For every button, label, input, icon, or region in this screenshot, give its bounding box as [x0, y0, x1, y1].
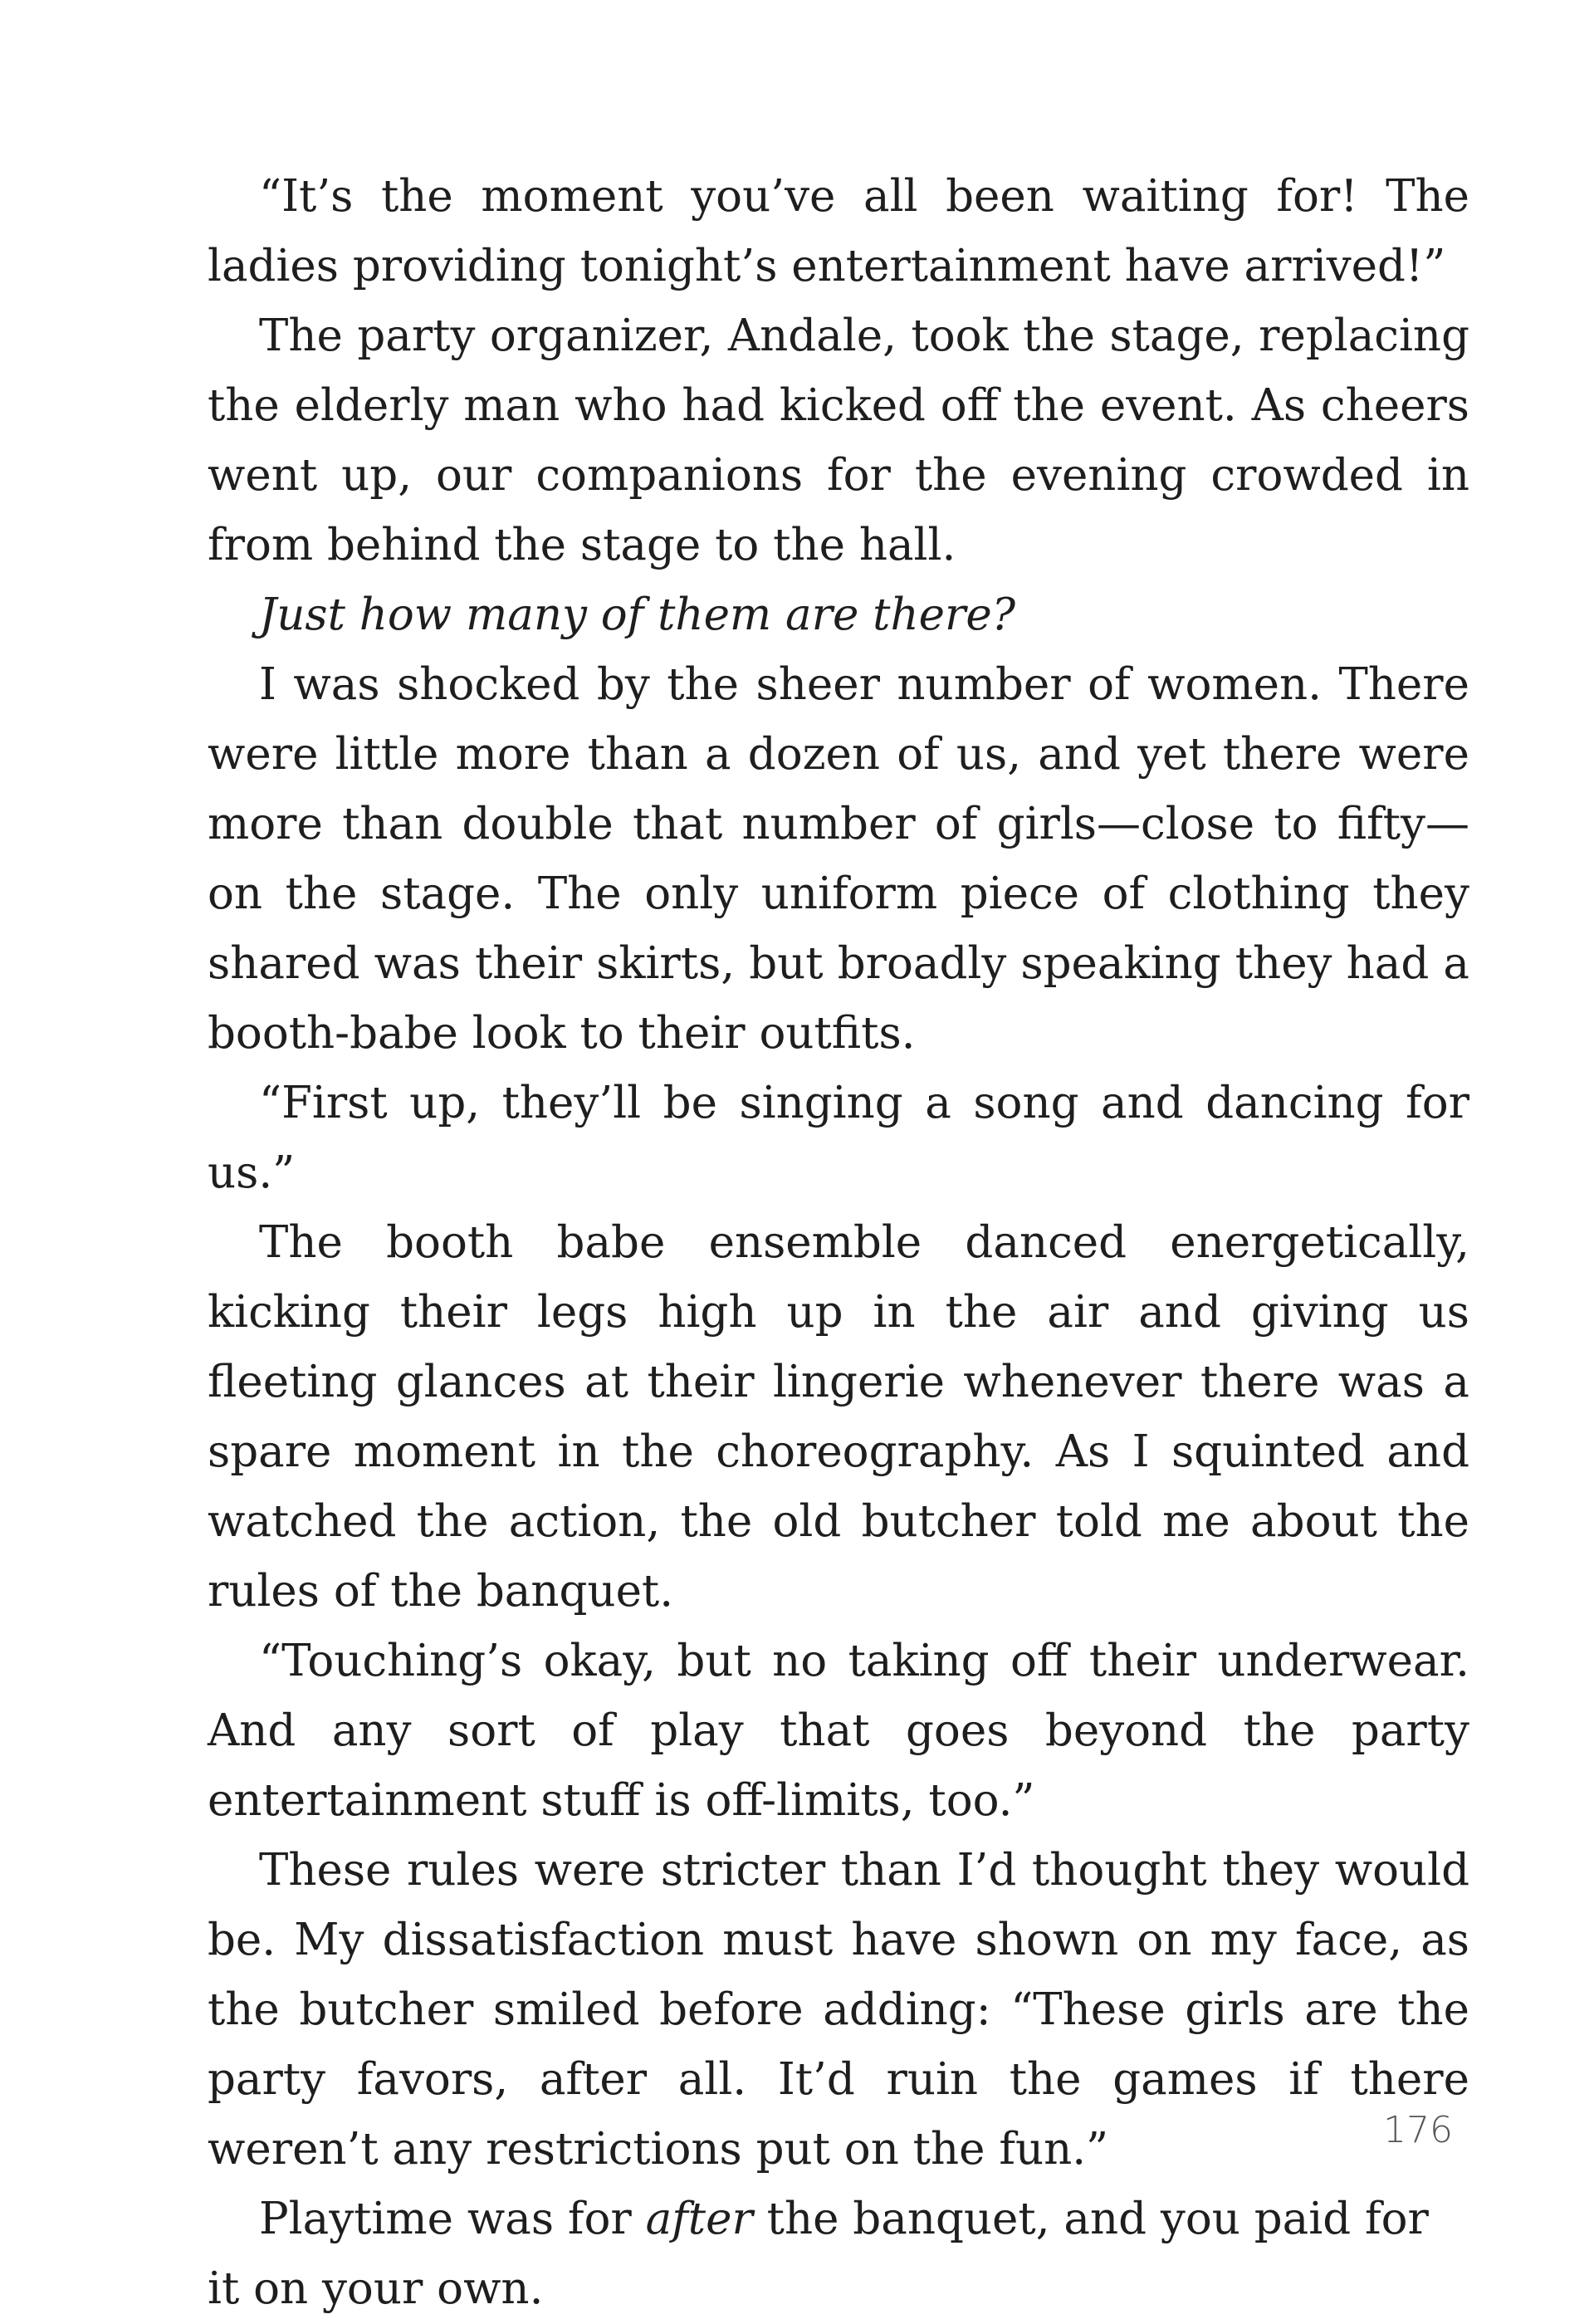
page-number: 176 [1383, 2109, 1453, 2151]
paragraph-3-thought: Just how many of them are there? [259, 590, 1016, 640]
paragraph-6: The booth babe ensemble danced energetically, kicking their legs high up in the air and giving us fleeting glances at their lingerie whenever there was a spare moment in the choreography. As I squinted and watched the action, the old butcher told me about the rules of the banquet. [208, 1217, 1469, 1617]
paragraph-8: These rules were stricter than I’d thought they would be. My dissatisfaction must have shown on my face, as the butcher smiled before adding: “These girls are the party favors, after all. It’d ruin the games if there weren’t any restrictions put on the fun.” [208, 1845, 1469, 2175]
paragraph-1: “It’s the moment you’ve all been waiting for! The ladies providing tonight’s entertainment have arrived!” [208, 171, 1469, 291]
paragraph-7: “Touching’s okay, but no taking off their underwear. And any sort of play that goes beyond the party entertainment stuff is off-limits, too.” [208, 1636, 1469, 1826]
paragraph-9-after: the banquet, and you paid for it on your own. [208, 2194, 1429, 2314]
paragraph-9-before: Playtime was for [259, 2194, 646, 2244]
paragraph-9 [208, 2185, 1469, 2324]
paragraph-5: “First up, they’ll be singing a song and dancing for us.” [208, 1078, 1469, 1198]
paragraph-9-emphasis: after [645, 2194, 753, 2244]
paragraph-2: The party organizer, Andale, took the stage, replacing the elderly man who had kicked off the event. As cheers went up, our companions for the evening crowded in from behind the stage to the hall. [208, 311, 1469, 570]
paragraph-4: I was shocked by the sheer number of women. There were little more than a dozen of us, and yet there were more than double that number of girls—close to fifty—on the stage. The only uniform piece of clothing they shared was their skirts, but broadly speaking they had a booth-babe look to their outfits. [208, 659, 1469, 1059]
page-body [208, 162, 1469, 2324]
